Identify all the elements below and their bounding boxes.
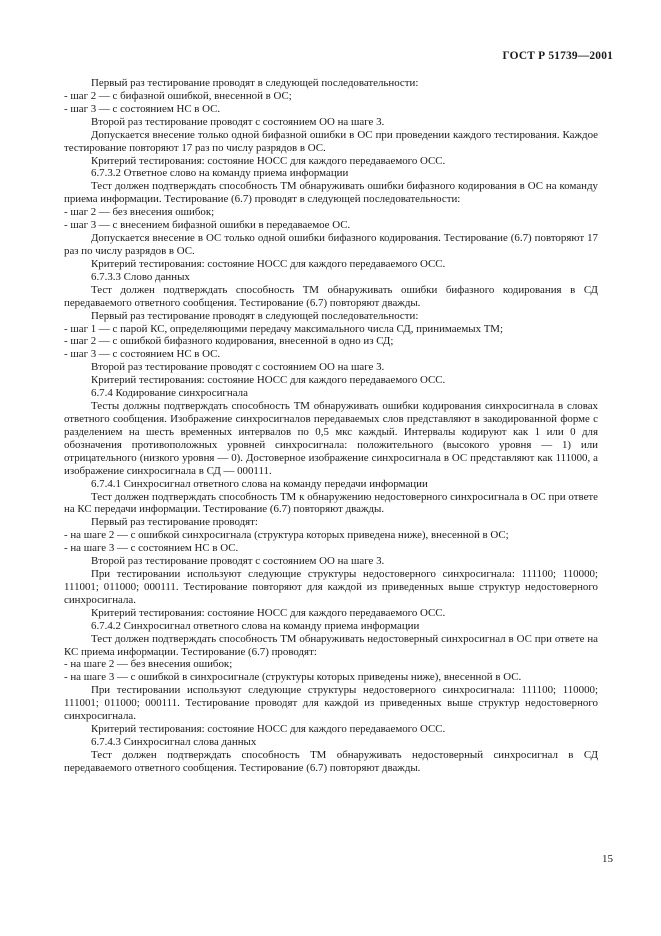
paragraph: При тестировании используют следующие структуры недостоверного синхросигнала: 111100; 110000; 111001; 011000; 000111. Тестирование проводят для каждой из приведенных выше структур недостоверного синхросигнала.: [64, 684, 598, 723]
document-body: [64, 77, 598, 775]
list-item: - шаг 3 — с состоянием НС в ОС.: [64, 348, 221, 361]
section-heading: 6.7.3.2 Ответное слово на команду приема информации: [91, 167, 349, 180]
paragraph: Допускается внесение в ОС только одной ошибки бифазного кодирования. Тестирование (6.7) повторяют 17 раз по числу разрядов в ОС.: [64, 232, 598, 257]
paragraph: Тест должен подтверждать способность ТМ обнаруживать ошибки бифазного кодирования в ОС на команду приема информации. Тестирование (6.7) проводят в следующей последовательности:: [64, 180, 598, 206]
paragraph: Критерий тестирования: состояние НОСС для каждого передаваемого ОСС.: [91, 154, 446, 167]
section-heading: 6.7.4.2 Синхросигнал ответного слова на команду приема информации: [91, 619, 420, 632]
paragraph: Второй раз тестирование проводят с состоянием ОО на шаге 3.: [91, 555, 385, 568]
section-heading: 6.7.4 Кодирование синхросигнала: [91, 387, 248, 400]
paragraph: Первый раз тестирование проводят в следующей последовательности:: [91, 77, 419, 89]
paragraph: Тест должен подтверждать способность ТМ к обнаружению недостоверного синхросигнала в ОС при ответе на КС передачи информации. Тестирование (6.7) повторяют дважды.: [64, 490, 598, 516]
section-heading: 6.7.4.1 Синхросигнал ответного слова на команду передачи информации: [91, 477, 428, 490]
paragraph: Критерий тестирования: состояние НОСС для каждого передаваемого ОСС.: [91, 606, 446, 619]
list-item: - на шаге 2 — без внесения ошибок;: [64, 658, 233, 671]
list-item: - на шаге 3 — с ошибкой в синхросигнале (структуры которых приведены ниже), внесенной в ОС.: [64, 671, 522, 684]
list-item: - на шаге 2 — с ошибкой синхросигнала (структура которых приведена ниже), внесенной в ОС;: [64, 529, 509, 542]
list-item: - шаг 2 — с ошибкой бифазного кодирования, внесенной в одно из СД;: [64, 335, 394, 348]
paragraph: Критерий тестирования: состояние НОСС для каждого передаваемого ОСС.: [91, 374, 446, 387]
list-item: - шаг 2 — с бифазной ошибкой, внесенной в ОС;: [64, 89, 292, 102]
section-heading: 6.7.3.3 Слово данных: [91, 270, 190, 283]
paragraph: Тест должен подтверждать способность ТМ обнаруживать недостоверный синхросигнал в СД передаваемого ответного сообщения. Тестирование (6.7) повторяют дважды.: [64, 748, 598, 774]
list-item: - шаг 2 — без внесения ошибок;: [64, 206, 215, 219]
paragraph: Первый раз тестирование проводят:: [91, 516, 258, 529]
paragraph: Тесты должны подтверждать способность ТМ обнаруживать ошибки кодирования синхросигнала в словах ответного сообщения. Изображение синхросигналов передаваемых слов представляют в закодированной форме с разделением на шесть временных интервалов по 0,5 мкс каждый. Интервалы кодируют как 1 или 0 для обозначения противоположных уровней синхросигнала: положительного (высокого уровня — 1) или отрицательного (низкого уровня — 0). Достоверное изображение синхросигнала в ОС представляют как 111000, а изображение синхросигнала в СД — 000111.: [64, 400, 598, 477]
list-item: - на шаге 3 — с состоянием НС в ОС.: [64, 542, 239, 555]
paragraph: Тест должен подтверждать способность ТМ обнаруживать ошибки бифазного кодирования в СД передаваемого ответного сообщения. Тестирование (6.7) повторяют дважды.: [64, 283, 598, 309]
paragraph: Первый раз тестирование проводят в следующей последовательности:: [91, 309, 419, 322]
list-item: - шаг 3 — с внесением бифазной ошибки в передаваемое ОС.: [64, 219, 351, 232]
paragraph: Допускается внесение только одной бифазной ошибки в ОС при проведении каждого тестирования. Каждое тестирование повторяют 17 раз по числу разрядов в ОС.: [64, 128, 598, 154]
page-number: 15: [602, 853, 613, 865]
paragraph: Второй раз тестирование проводят с состоянием ОО на шаге 3.: [91, 115, 385, 128]
section-heading: 6.7.4.3 Синхросигнал слова данных: [91, 736, 257, 749]
paragraph: Критерий тестирования: состояние НОСС для каждого передаваемого ОСС.: [91, 257, 446, 270]
document-header: ГОСТ Р 51739—2001: [502, 50, 613, 62]
paragraph: Второй раз тестирование проводят с состоянием ОО на шаге 3.: [91, 361, 385, 374]
paragraph: При тестировании используют следующие структуры недостоверного синхросигнала: 111100; 110000; 111001; 011000; 000111. Тестирование повторяют для каждой из приведенных выше структур недостоверного синхросигнала.: [64, 568, 598, 606]
list-item: - шаг 3 — с состоянием НС в ОС.: [64, 102, 221, 115]
paragraph: Тест должен подтверждать способность ТМ обнаруживать недостоверный синхросигнал в ОС при ответе на КС приема информации. Тестирование (6.7) проводят:: [64, 632, 598, 658]
paragraph: Критерий тестирования: состояние НОСС для каждого передаваемого ОСС.: [91, 723, 446, 736]
list-item: - шаг 1 — с парой КС, определяющими передачу максимального числа СД, принимаемых ТМ;: [64, 322, 503, 335]
